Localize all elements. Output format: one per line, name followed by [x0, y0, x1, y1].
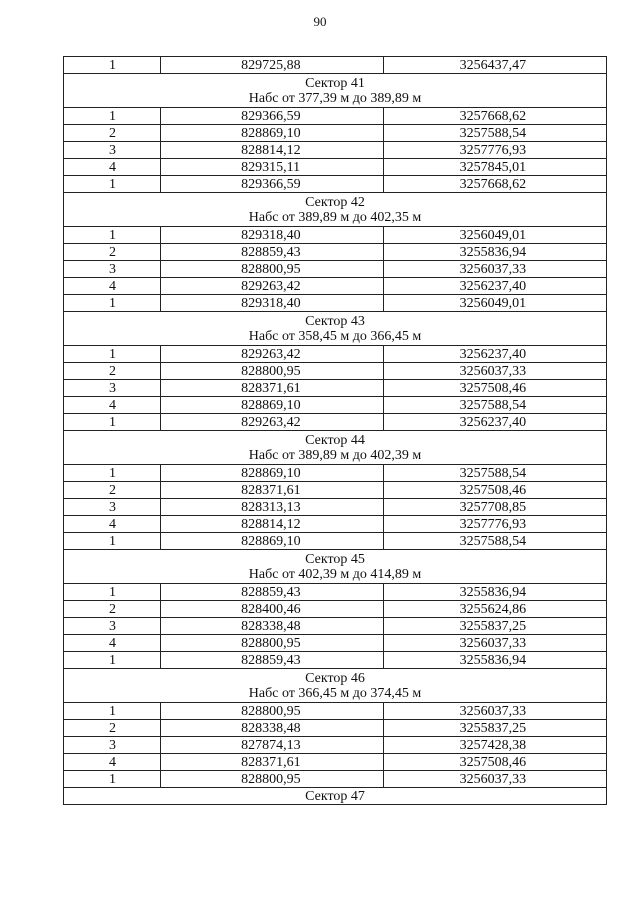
sector-height-range: Набс от 389,89 м до 402,39 м — [248, 447, 422, 463]
sector-title: Сектор 45 — [305, 551, 365, 567]
point-number: 3 — [64, 499, 161, 516]
y-coordinate: 3255836,94 — [383, 652, 606, 669]
x-coordinate: 829318,40 — [161, 227, 383, 244]
point-number: 3 — [64, 618, 161, 635]
table-row — [64, 482, 607, 499]
table-row — [64, 57, 607, 74]
point-number: 1 — [64, 652, 161, 669]
y-coordinate: 3257588,54 — [383, 397, 606, 414]
point-number: 1 — [64, 176, 161, 193]
y-coordinate: 3257776,93 — [383, 142, 606, 159]
x-coordinate: 828800,95 — [161, 363, 383, 380]
point-number: 3 — [64, 737, 161, 754]
sector-height-range: Набс от 402,39 м до 414,89 м — [248, 566, 422, 582]
point-number: 1 — [64, 346, 161, 363]
x-coordinate: 829366,59 — [161, 108, 383, 125]
x-coordinate: 828800,95 — [161, 635, 383, 652]
sector-header-cell — [64, 431, 607, 465]
point-number: 1 — [64, 465, 161, 482]
point-number: 4 — [64, 635, 161, 652]
sector-title: Сектор 43 — [305, 313, 365, 329]
x-coordinate: 828859,43 — [161, 652, 383, 669]
y-coordinate: 3256037,33 — [383, 261, 606, 278]
y-coordinate: 3257508,46 — [383, 482, 606, 499]
y-coordinate: 3255624,86 — [383, 601, 606, 618]
sector-height-range: Набс от 389,89 м до 402,35 м — [248, 209, 422, 225]
y-coordinate: 3255837,25 — [383, 618, 606, 635]
x-coordinate: 829263,42 — [161, 346, 383, 363]
x-coordinate: 828869,10 — [161, 465, 383, 482]
table-row — [64, 516, 607, 533]
sector-header-row — [64, 788, 607, 805]
y-coordinate: 3257508,46 — [383, 380, 606, 397]
sector-header-cell — [64, 669, 607, 703]
sector-header — [64, 193, 607, 227]
point-number: 1 — [64, 108, 161, 125]
x-coordinate: 828869,10 — [161, 125, 383, 142]
y-coordinate: 3257845,01 — [383, 159, 606, 176]
sector-header — [64, 312, 607, 346]
table-row — [64, 414, 607, 431]
x-coordinate: 829366,59 — [161, 176, 383, 193]
table-row — [64, 125, 607, 142]
y-coordinate: 3256237,40 — [383, 414, 606, 431]
table-row — [64, 584, 607, 601]
table-row — [64, 380, 607, 397]
point-number: 1 — [64, 703, 161, 720]
sector-title: Сектор 47 — [64, 788, 607, 805]
point-number: 4 — [64, 754, 161, 771]
table-row — [64, 754, 607, 771]
sector-height-range: Набс от 366,45 м до 374,45 м — [248, 685, 422, 701]
y-coordinate: 3255837,25 — [383, 720, 606, 737]
sector-title: Сектор 46 — [305, 670, 365, 686]
y-coordinate: 3256237,40 — [383, 346, 606, 363]
x-coordinate: 828338,48 — [161, 720, 383, 737]
table-row — [64, 652, 607, 669]
x-coordinate: 828371,61 — [161, 482, 383, 499]
y-coordinate: 3257668,62 — [383, 176, 606, 193]
table-row — [64, 176, 607, 193]
x-coordinate: 828814,12 — [161, 142, 383, 159]
sector-title: Сектор 41 — [305, 75, 365, 91]
x-coordinate: 829263,42 — [161, 278, 383, 295]
x-coordinate: 828371,61 — [161, 754, 383, 771]
table-row — [64, 227, 607, 244]
y-coordinate: 3256049,01 — [383, 227, 606, 244]
point-number: 4 — [64, 397, 161, 414]
table-row — [64, 159, 607, 176]
sector-header-cell — [64, 74, 607, 108]
y-coordinate: 3257508,46 — [383, 754, 606, 771]
table-row — [64, 720, 607, 737]
coordinates-table — [63, 56, 607, 805]
y-coordinate: 3256237,40 — [383, 278, 606, 295]
point-number: 1 — [64, 584, 161, 601]
point-number: 2 — [64, 125, 161, 142]
x-coordinate: 829725,88 — [161, 57, 383, 74]
table-row — [64, 261, 607, 278]
table-row — [64, 635, 607, 652]
table-row — [64, 397, 607, 414]
x-coordinate: 829318,40 — [161, 295, 383, 312]
point-number: 4 — [64, 278, 161, 295]
x-coordinate: 828371,61 — [161, 380, 383, 397]
table-row — [64, 533, 607, 550]
table-row — [64, 771, 607, 788]
y-coordinate: 3257776,93 — [383, 516, 606, 533]
point-number: 2 — [64, 244, 161, 261]
sector-header-cell — [64, 193, 607, 227]
x-coordinate: 827874,13 — [161, 737, 383, 754]
sector-title: Сектор 44 — [305, 432, 365, 448]
y-coordinate: 3257668,62 — [383, 108, 606, 125]
x-coordinate: 828859,43 — [161, 584, 383, 601]
table-row — [64, 295, 607, 312]
table-row — [64, 703, 607, 720]
sector-header — [64, 550, 607, 584]
sector-header — [64, 74, 607, 108]
page-number: 90 — [313, 14, 327, 29]
y-coordinate: 3257588,54 — [383, 465, 606, 482]
sector-header-cell — [64, 550, 607, 584]
x-coordinate: 828338,48 — [161, 618, 383, 635]
point-number: 2 — [64, 601, 161, 618]
y-coordinate: 3256037,33 — [383, 635, 606, 652]
table-row — [64, 142, 607, 159]
point-number: 1 — [64, 771, 161, 788]
x-coordinate: 828800,95 — [161, 703, 383, 720]
y-coordinate: 3256037,33 — [383, 771, 606, 788]
table-row — [64, 499, 607, 516]
point-number: 1 — [64, 533, 161, 550]
point-number: 2 — [64, 720, 161, 737]
x-coordinate: 828814,12 — [161, 516, 383, 533]
table-row — [64, 601, 607, 618]
x-coordinate: 828869,10 — [161, 397, 383, 414]
sector-header-cell — [64, 312, 607, 346]
table-row — [64, 244, 607, 261]
x-coordinate: 828869,10 — [161, 533, 383, 550]
y-coordinate: 3257708,85 — [383, 499, 606, 516]
point-number: 4 — [64, 159, 161, 176]
point-number: 1 — [64, 295, 161, 312]
y-coordinate: 3257428,38 — [383, 737, 606, 754]
x-coordinate: 828859,43 — [161, 244, 383, 261]
x-coordinate: 829315,11 — [161, 159, 383, 176]
table-row — [64, 363, 607, 380]
point-number: 3 — [64, 261, 161, 278]
point-number: 2 — [64, 482, 161, 499]
point-number: 2 — [64, 363, 161, 380]
y-coordinate: 3257588,54 — [383, 533, 606, 550]
y-coordinate: 3257588,54 — [383, 125, 606, 142]
y-coordinate: 3255836,94 — [383, 244, 606, 261]
point-number: 4 — [64, 516, 161, 533]
y-coordinate: 3256437,47 — [383, 57, 606, 74]
x-coordinate: 828800,95 — [161, 261, 383, 278]
table-row — [64, 278, 607, 295]
y-coordinate: 3255836,94 — [383, 584, 606, 601]
table-row — [64, 618, 607, 635]
x-coordinate: 828313,13 — [161, 499, 383, 516]
table-row — [64, 346, 607, 363]
sector-height-range: Набс от 377,39 м до 389,89 м — [248, 90, 422, 106]
x-coordinate: 829263,42 — [161, 414, 383, 431]
point-number: 3 — [64, 380, 161, 397]
sector-title: Сектор 42 — [305, 194, 365, 210]
table-row — [64, 108, 607, 125]
x-coordinate: 828800,95 — [161, 771, 383, 788]
point-number: 3 — [64, 142, 161, 159]
point-number: 1 — [64, 227, 161, 244]
y-coordinate: 3256037,33 — [383, 703, 606, 720]
sector-header — [64, 669, 607, 703]
point-number: 1 — [64, 414, 161, 431]
x-coordinate: 828400,46 — [161, 601, 383, 618]
sector-height-range: Набс от 358,45 м до 366,45 м — [248, 328, 422, 344]
table-row — [64, 465, 607, 482]
y-coordinate: 3256037,33 — [383, 363, 606, 380]
point-number: 1 — [64, 57, 161, 74]
y-coordinate: 3256049,01 — [383, 295, 606, 312]
sector-header — [64, 431, 607, 465]
table-row — [64, 737, 607, 754]
